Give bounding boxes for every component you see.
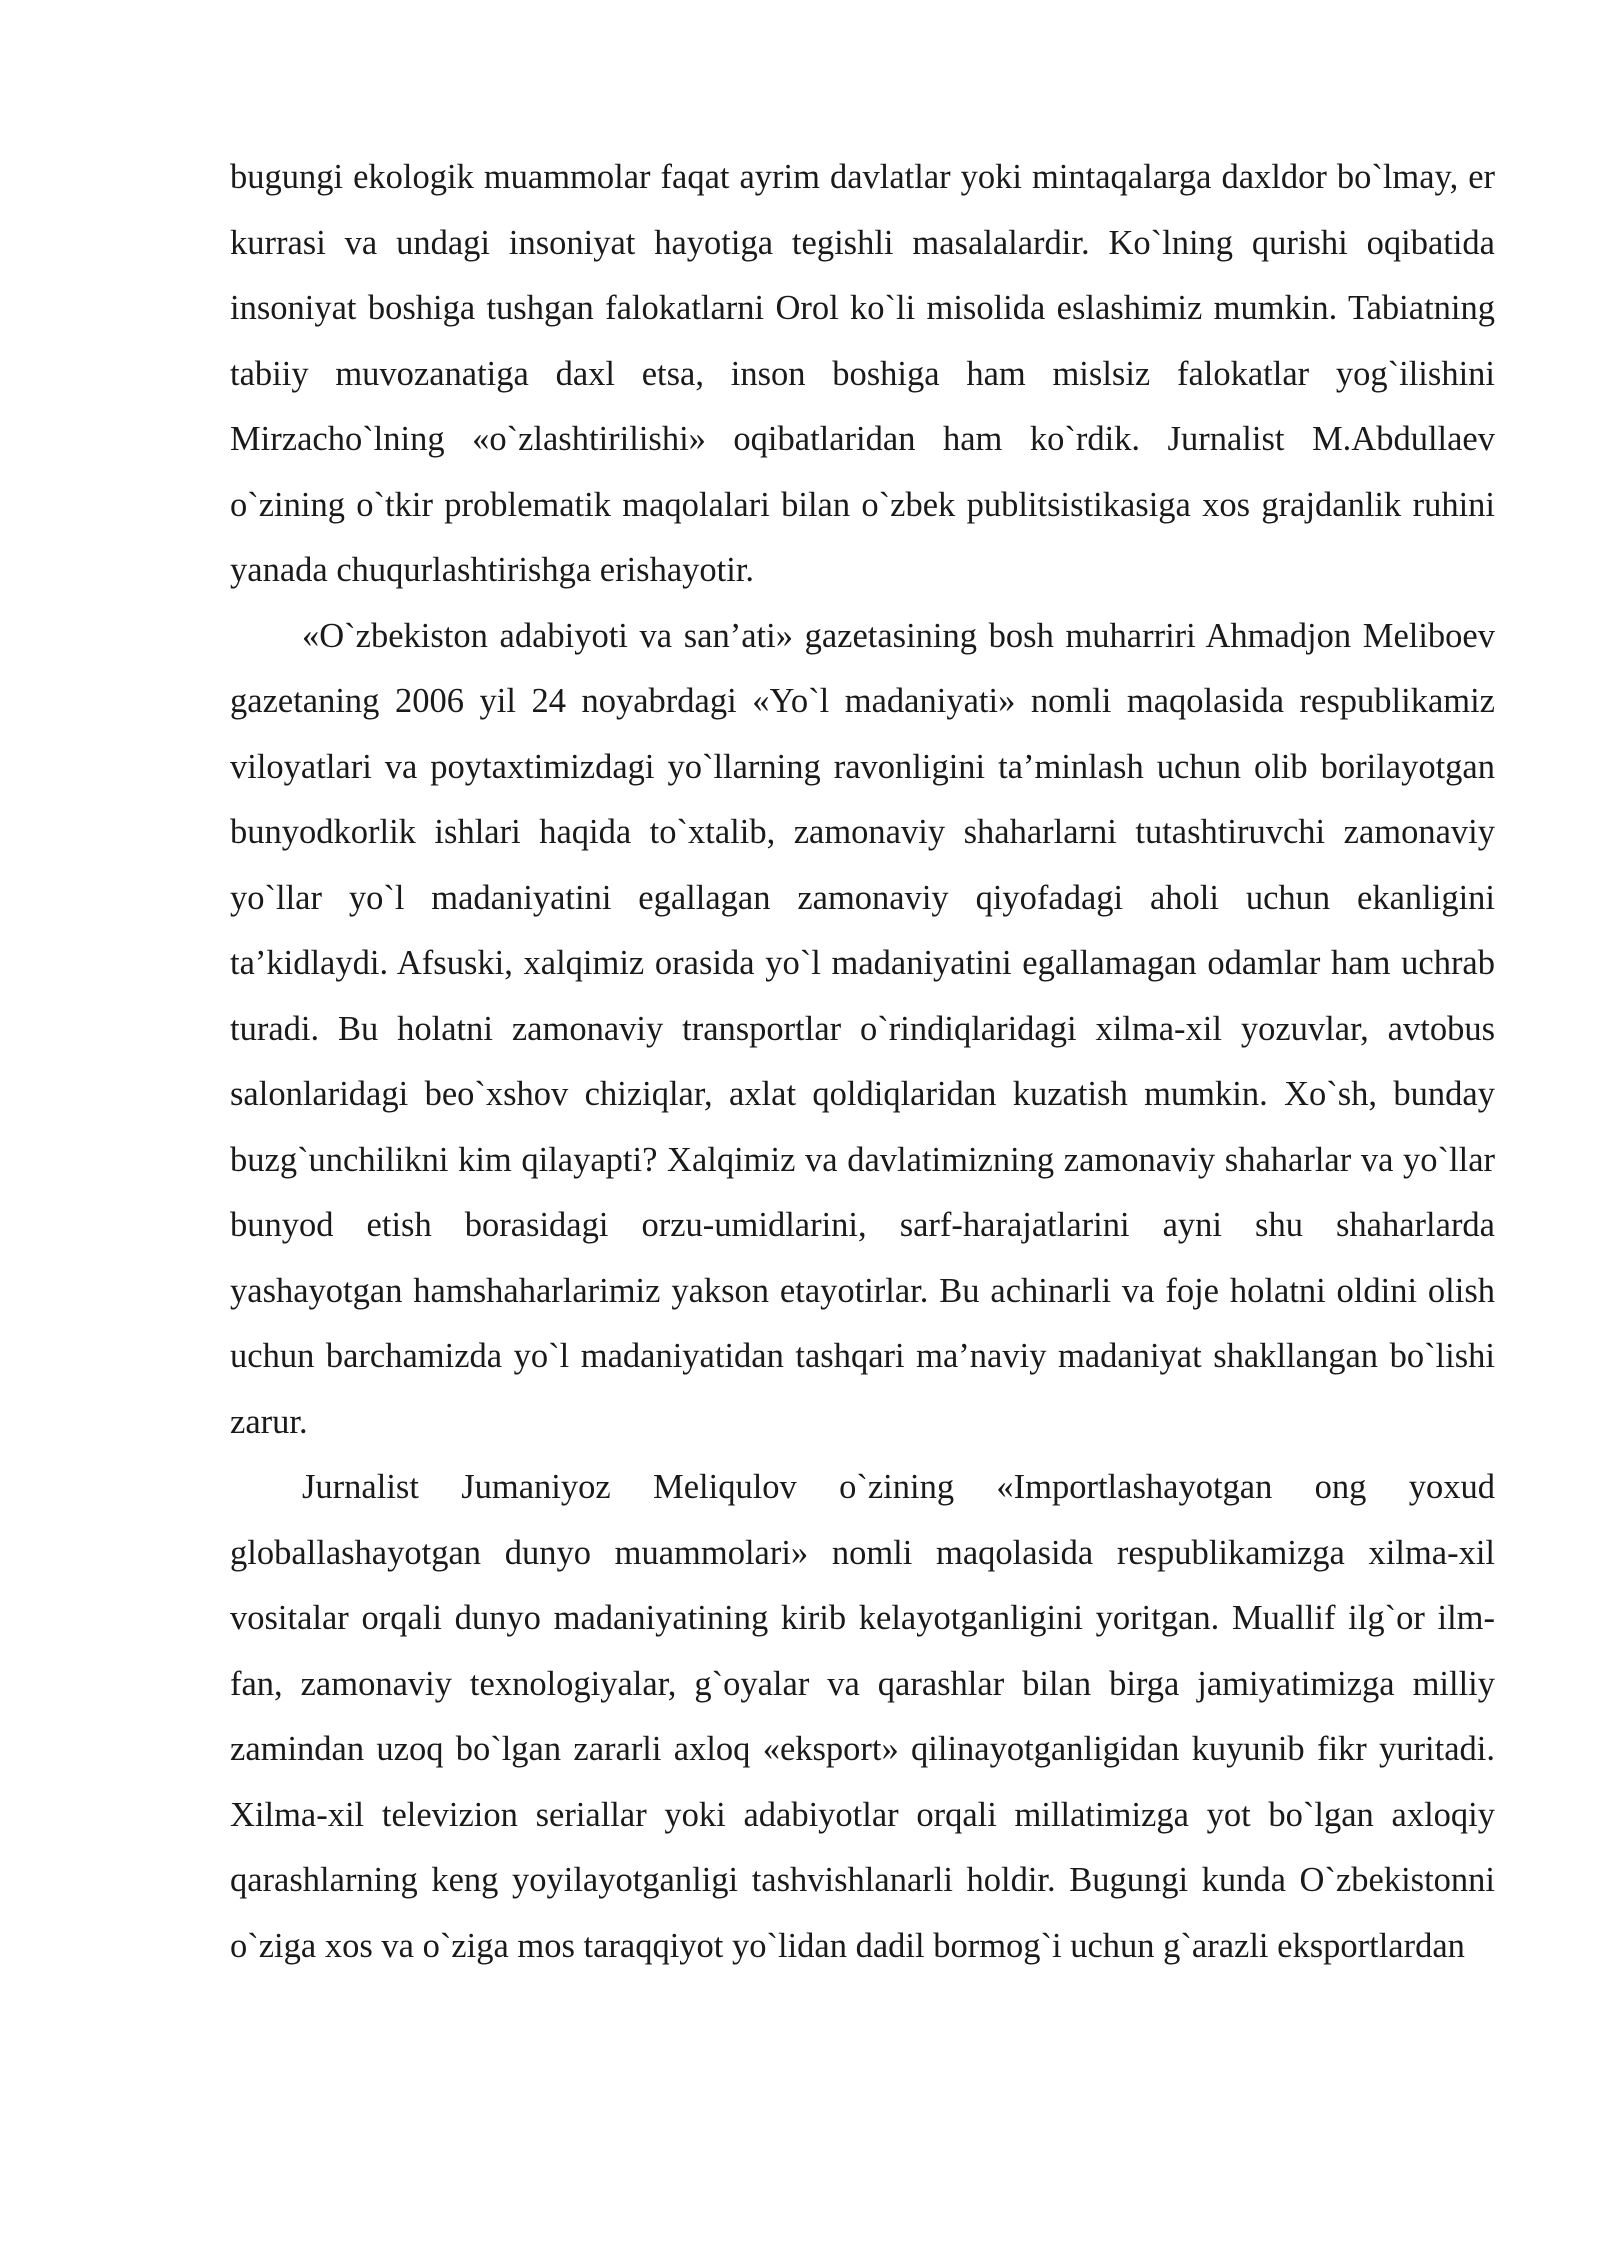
paragraph-imported-consciousness: Jurnalist Jumaniyoz Meliqulov o`zining «Importlashayotgan ong yoxud globallashayotgan dunyo muammolari» nomli maqolasida respublikamizga xilma-xil vositalar orqali dunyo madaniyatining kirib kelayotganligini yoritgan. Muallif ilg`or ilm-fan, zamonaviy texnologiyalar, g`oyalar va qarashlar bilan birga jamiyatimizga milliy zamindan uzoq bo`lgan zararli axloq «eksport» qilinayotganligidan kuyunib fikr yuritadi. Xilma-xil televizion seriallar yoki adabiyotlar orqali millatimizga yot bo`lgan axloqiy qarashlarning keng yoyilayotganligi tashvishlanarli holdir. Bugungi kunda O`zbekistonni o`ziga xos va o`ziga mos taraqqiyot yo`lidan dadil bormog`i uchun g`arazli eksportlardan [230, 1468, 1495, 1965]
paragraph-road-culture: «O`zbekiston adabiyoti va san’ati» gazetasining bosh muharriri Ahmadjon Meliboev gazetaning 2006 yil 24 noyabrdagi «Yo`l madaniyati» nomli maqolasida respublikamiz viloyatlari va poytaxtimizdagi yo`llarning ravonligini ta’minlash uchun olib borilayotgan bunyodkorlik ishlari haqida to`xtalib, zamonaviy shaharlarni tutashtiruvchi zamonaviy yo`llar yo`l madaniyatini egallagan zamonaviy qiyofadagi aholi uchun ekanligini ta’kidlaydi. Afsuski, xalqimiz orasida yo`l madaniyatini egallamagan odamlar ham uchrab turadi. Bu holatni zamonaviy transportlar o`rindiqlaridagi xilma-xil yozuvlar, avtobus salonlaridagi beo`xshov chiziqlar, axlat qoldiqlaridan kuzatish mumkin. Xo`sh, bunday buzg`unchilikni kim qilayapti? Xalqimiz va davlatimizning zamonaviy shaharlar va yo`llar bunyod etish borasidagi orzu-umidlarini, sarf-harajatlarini ayni shu shaharlarda yashayotgan hamshaharlarimiz yakson etayotirlar. Bu achinarli va foje holatni oldini olish uchun barchamizda yo`l madaniyatidan tashqari ma’naviy madaniyat shakllangan bo`lishi zarur. [230, 616, 1495, 1441]
document-page [230, 145, 1495, 1979]
paragraph-ecology: bugungi ekologik muammolar faqat ayrim davlatlar yoki mintaqalarga daxldor bo`lmay, er kurrasi va undagi insoniyat hayotiga tegishli masalalardir. Ko`lning qurishi oqibatida insoniyat boshiga tushgan falokatlarni Orol ko`li misolida eslashimiz mumkin. Tabiatning tabiiy muvozanatiga daxl etsa, inson boshiga ham mislsiz falokatlar yog`ilishini Mirzacho`lning «o`zlashtirilishi» oqibatlaridan ham ko`rdik. Jurnalist M.Abdullaev o`zining o`tkir problematik maqolalari bilan o`zbek publitsistikasiga xos grajdanlik ruhini yanada chuqurlashtirishga erishayotir. [230, 158, 1495, 589]
